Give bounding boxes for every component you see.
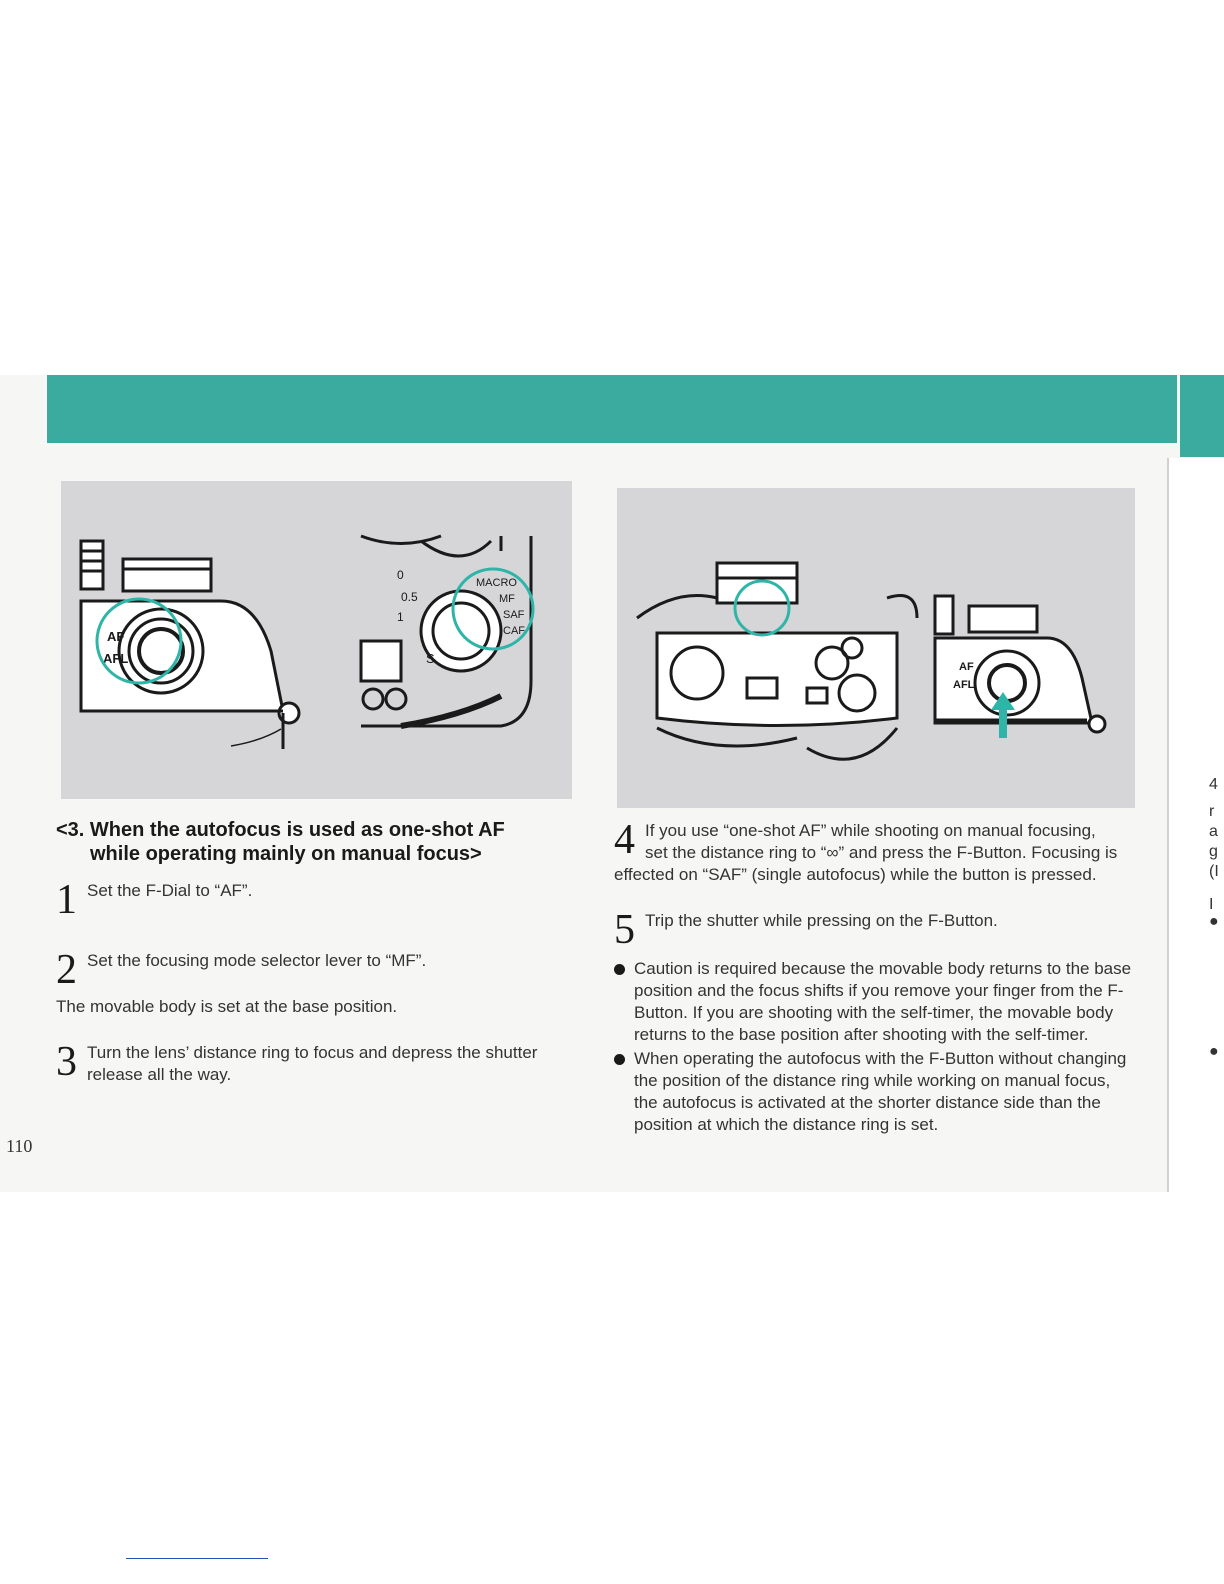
footer-link-line — [126, 1558, 268, 1559]
label-saf: SAF — [503, 609, 525, 621]
illustration-f-button — [617, 488, 1135, 808]
step-number: 4 — [614, 817, 635, 863]
label-af: AF — [107, 629, 125, 644]
step-text: Set the F-Dial to “AF”. — [87, 881, 253, 900]
label-half: 0.5 — [401, 590, 418, 604]
step-5 — [614, 907, 1119, 953]
caution-notes — [612, 958, 1132, 1138]
step-4 — [614, 817, 1119, 886]
heading-line-1: <3. When the autofocus is used as one-shot AF — [56, 819, 505, 841]
caution-note: Caution is required because the movable body returns to the base position and the focus shifts if you remove your finger from the F-Button. If you are shooting with the self-timer, the movable body returns to the base position after shooting with the self-timer. — [612, 958, 1132, 1046]
label-mf: MF — [499, 593, 515, 605]
step-2 — [56, 947, 556, 993]
base-position-note: The movable body is set at the base position. — [56, 997, 398, 1016]
label-s: S — [426, 651, 435, 666]
caution-note: When operating the autofocus with the F-Button without changing the position of the distance ring while working on manual focus, the autofocus is activated at the shorter distance side than the position at which the distance ring is set. — [612, 1048, 1132, 1136]
illustration-f-dial — [61, 481, 572, 799]
label-caf: CAF — [503, 625, 525, 637]
label-af-2: AF — [959, 661, 974, 673]
label-macro: MACRO — [476, 577, 517, 589]
heading-line-2: while operating mainly on manual focus> — [90, 843, 482, 865]
step-1 — [56, 877, 556, 923]
label-zero: 0 — [397, 568, 404, 582]
step-number: 3 — [56, 1039, 77, 1085]
camera-top-drawing — [637, 563, 917, 759]
section-heading — [56, 818, 576, 866]
label-afl-2: AFL — [953, 679, 975, 691]
step-text: Turn the lens’ distance ring to focus and depress the shutter release all the way. — [87, 1043, 538, 1084]
header-band-right — [1180, 375, 1224, 457]
page-number: 110 — [6, 1136, 33, 1156]
step-number: 5 — [614, 907, 635, 953]
header-band — [47, 375, 1177, 443]
label-afl: AFL — [103, 651, 129, 666]
camera-body-drawing — [81, 541, 299, 749]
step-text: Trip the shutter while pressing on the F-Button. — [645, 911, 998, 930]
next-page-edge: 4 r a g (I I ● ● — [1167, 458, 1224, 1192]
label-one: 1 — [397, 610, 404, 624]
step-number: 1 — [56, 877, 77, 923]
step-text: If you use “one-shot AF” while shooting on manual focusing, set the distance ring to “∞” and press the F-Button. Focusing is effected on “SAF” (single autofocus) while the button is pressed. — [614, 821, 1118, 884]
step-3 — [56, 1039, 561, 1086]
step-number: 2 — [56, 947, 77, 993]
step-text: Set the focusing mode selector lever to “MF”. — [87, 951, 427, 970]
